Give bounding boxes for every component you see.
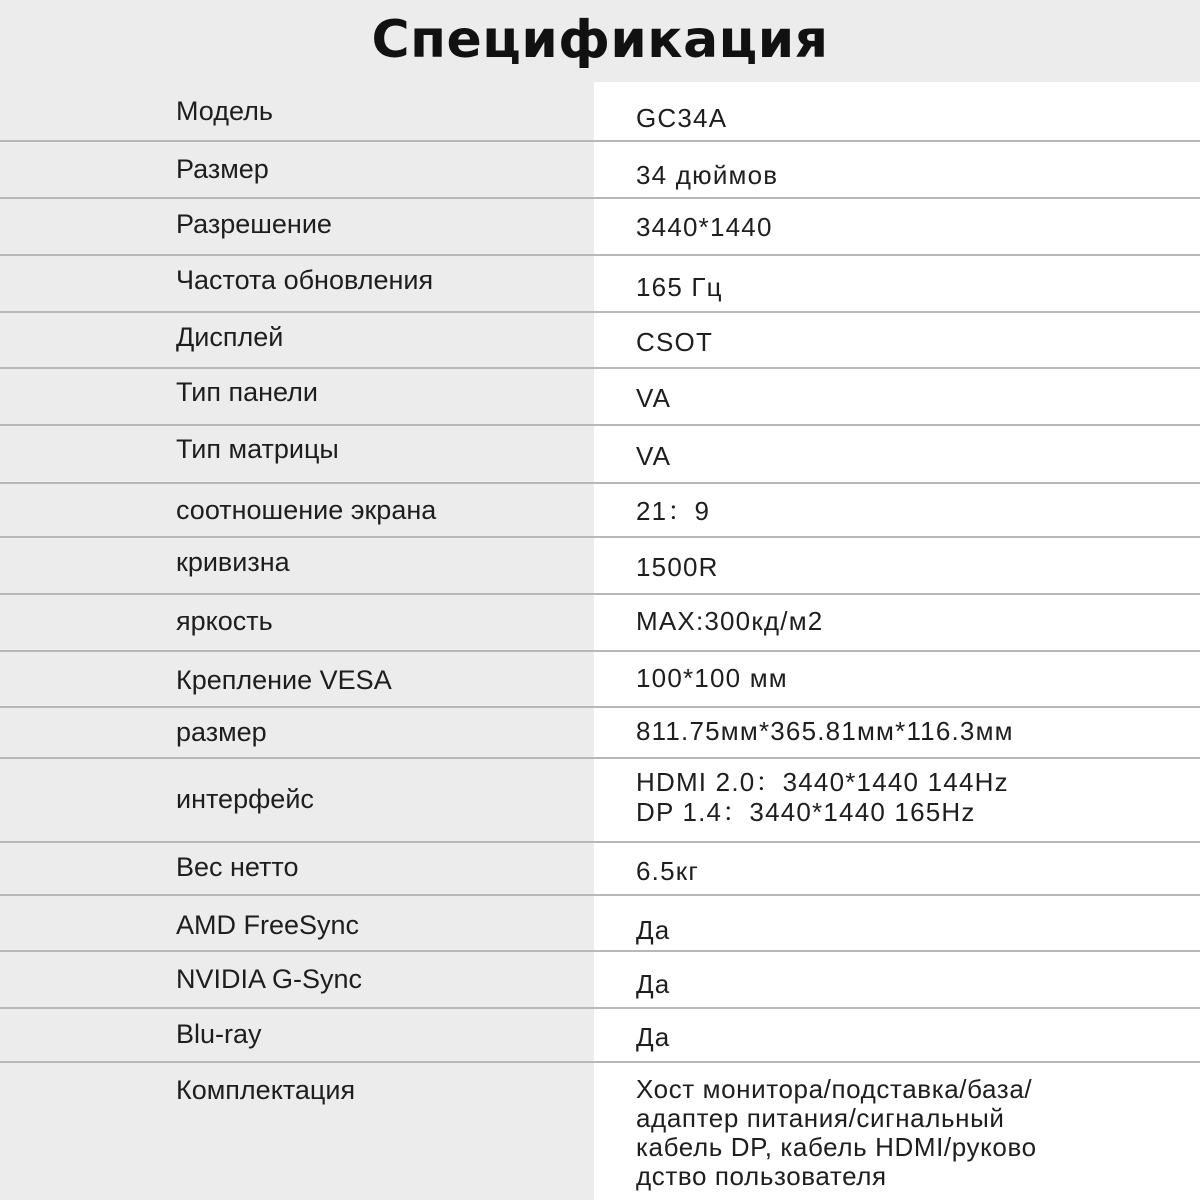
spec-row-package-contents xyxy=(0,1063,1200,1199)
spec-row-panel-type xyxy=(0,369,1200,426)
spec-label: Дисплей xyxy=(176,322,284,352)
spec-value: 21：9 xyxy=(636,496,711,526)
spec-value-line: дство пользователя xyxy=(636,1161,887,1191)
spec-value: 6.5кг xyxy=(636,856,700,886)
spec-row-display xyxy=(0,313,1200,369)
spec-value: MAX:300кд/м2 xyxy=(636,606,824,636)
spec-label: Комплектация xyxy=(176,1075,356,1105)
spec-value-line: HDMI 2.0：3440*1440 144Hz xyxy=(636,767,1009,797)
spec-value xyxy=(636,767,1176,827)
spec-row-brightness xyxy=(0,595,1200,652)
spec-label: яркость xyxy=(176,606,273,636)
spec-label: Частота обновления xyxy=(176,265,434,295)
spec-value: 1500R xyxy=(636,552,719,582)
spec-value: CSOT xyxy=(636,327,714,357)
spec-label: Модель xyxy=(176,96,273,126)
spec-table xyxy=(0,82,1200,1199)
spec-label: AMD FreeSync xyxy=(176,910,360,940)
spec-label: NVIDIA G-Sync xyxy=(176,964,363,994)
spec-value: VA xyxy=(636,441,672,471)
spec-value: 3440*1440 xyxy=(636,212,773,242)
spec-value: Да xyxy=(636,1022,671,1052)
spec-value-line: DP 1.4：3440*1440 165Hz xyxy=(636,797,976,827)
spec-value: VA xyxy=(636,383,672,413)
spec-value: 34 дюймов xyxy=(636,160,779,190)
spec-row-amd-freesync xyxy=(0,896,1200,952)
spec-value-line: кабель DP, кабель HDMI/руково xyxy=(636,1132,1037,1162)
spec-value: 811.75мм*365.81мм*116.3мм xyxy=(636,716,1014,746)
spec-value: GC34A xyxy=(636,103,728,133)
spec-row-blu-ray xyxy=(0,1009,1200,1063)
spec-row-aspect-ratio xyxy=(0,484,1200,538)
spec-row-net-weight xyxy=(0,843,1200,896)
spec-row-vesa-mount xyxy=(0,652,1200,708)
spec-value: 100*100 мм xyxy=(636,663,788,693)
spec-label: Крепление VESA xyxy=(176,665,392,695)
spec-label: Вес нетто xyxy=(176,852,299,882)
spec-label: размер xyxy=(176,717,267,747)
spec-value: 165 Гц xyxy=(636,272,723,302)
spec-label: соотношение экрана xyxy=(176,495,437,525)
spec-row-size xyxy=(0,142,1200,199)
spec-label: Тип матрицы xyxy=(176,434,339,464)
spec-label: Blu-ray xyxy=(176,1019,262,1049)
spec-value: Да xyxy=(636,969,671,999)
spec-label: Тип панели xyxy=(176,377,319,407)
spec-value: Да xyxy=(636,915,671,945)
spec-row-resolution xyxy=(0,199,1200,256)
spec-row-model xyxy=(0,82,1200,142)
spec-label: Разрешение xyxy=(176,209,332,239)
spec-row-matrix-type xyxy=(0,426,1200,484)
spec-row-curvature xyxy=(0,538,1200,595)
spec-value-line: Хост монитора/подставка/база/ xyxy=(636,1074,1033,1104)
spec-label: кривизна xyxy=(176,547,290,577)
spec-value-line: адаптер питания/сигнальный xyxy=(636,1103,1005,1133)
spec-row-refresh-rate xyxy=(0,256,1200,313)
spec-label: интерфейс xyxy=(176,784,314,814)
spec-row-interface xyxy=(0,759,1200,843)
spec-value xyxy=(636,1075,1176,1191)
spec-row-dimensions xyxy=(0,708,1200,759)
spec-label: Размер xyxy=(176,154,269,184)
spec-row-nvidia-gsync xyxy=(0,952,1200,1009)
page-title: Спецификация xyxy=(371,10,829,70)
